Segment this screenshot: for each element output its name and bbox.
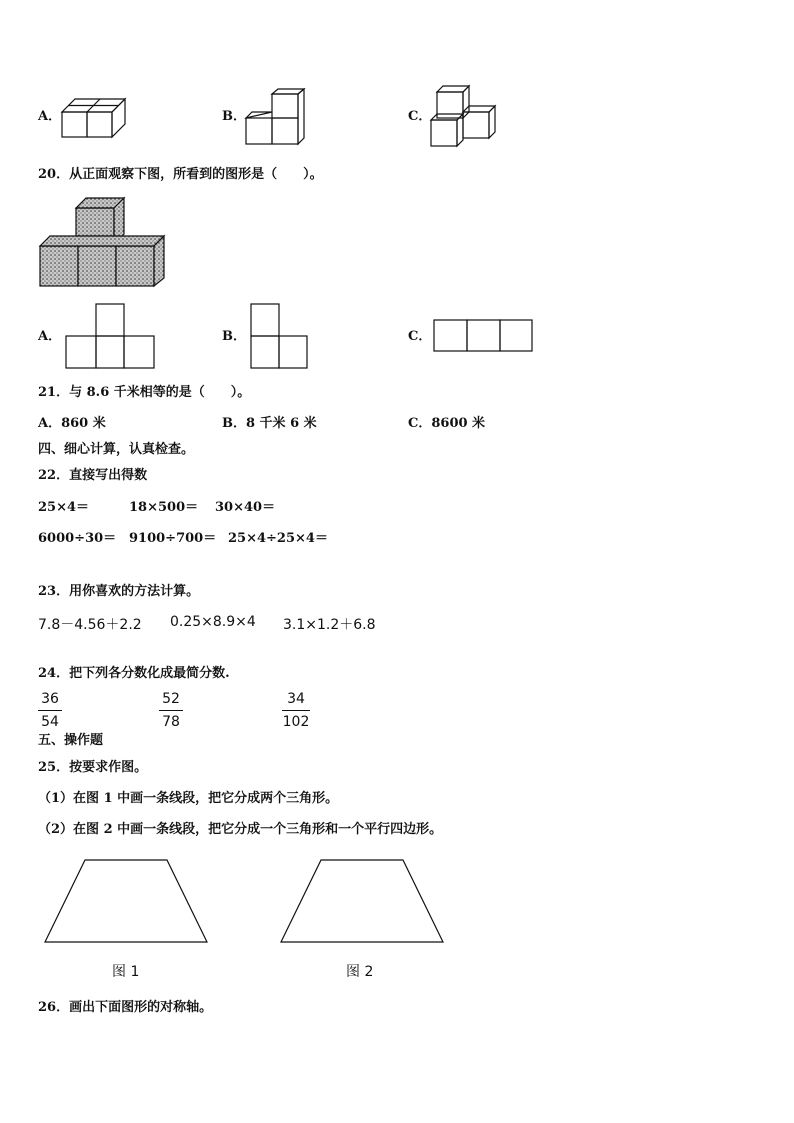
q20-option-a-label: A．: [38, 329, 62, 344]
q21-question: 21．与 8.6 千米相等的是（ ）。: [38, 385, 251, 400]
q26-title: 26．画出下面图形的对称轴。: [38, 1000, 213, 1015]
q24-fraction: [159, 689, 183, 732]
q23-expression: 0.25×8.9×4: [170, 614, 256, 630]
q21-option-c: C．8600 米: [408, 416, 486, 431]
fraction-bar: [282, 710, 310, 711]
q20-option-c-label: C．: [408, 329, 432, 344]
q21-option-b: B．8 千米 6 米: [222, 416, 317, 431]
q19-option-a-label: A．: [38, 109, 62, 124]
q19-option-b-label: B．: [222, 109, 246, 124]
fraction-denominator: 54: [41, 714, 59, 730]
q23-expression: 3.1×1.2＋6.8: [283, 617, 376, 633]
q25-trapezoid-figure-2: [278, 858, 446, 946]
q20-stacked-cubes-figure: [38, 194, 172, 290]
fraction-denominator: 78: [162, 714, 180, 730]
fraction-numerator: 34: [287, 691, 305, 707]
section-5-heading: 五、操作题: [38, 733, 104, 748]
q22-item: 6000÷30＝: [38, 531, 117, 546]
q25-figure-2-label: 图 2: [346, 964, 374, 980]
q20-option-a-figure: [64, 302, 158, 370]
fraction-bar: [159, 710, 183, 711]
q22-item: 30×40＝: [215, 500, 276, 515]
q22-title: 22．直接写出得数: [38, 468, 148, 483]
q19-option-c-label: C．: [408, 109, 432, 124]
fraction-numerator: 36: [41, 691, 59, 707]
q24-title: 24．把下列各分数化成最简分数.: [38, 666, 230, 681]
q24-fraction: [38, 689, 62, 732]
q21-option-a: A．860 米: [38, 416, 106, 431]
q24-fraction: [282, 689, 310, 732]
q22-item: 25×4÷25×4＝: [228, 531, 328, 546]
q20-option-c-figure: [432, 318, 536, 354]
q23-title: 23．用你喜欢的方法计算。: [38, 584, 200, 599]
fraction-numerator: 52: [162, 691, 180, 707]
q22-item: 18×500＝: [129, 500, 199, 515]
q22-item: 25×4＝: [38, 500, 90, 515]
fraction-bar: [38, 710, 62, 711]
q25-sub-1: （1）在图 1 中画一条线段，把它分成两个三角形。: [38, 791, 339, 806]
q19-option-a-figure: [60, 94, 130, 140]
q20-option-b-figure: [249, 302, 311, 370]
q25-title: 25．按要求作图。: [38, 760, 148, 775]
q20-question: 20．从正面观察下图，所看到的图形是（ ）。: [38, 167, 323, 182]
section-4-heading: 四、细心计算，认真检查。: [38, 442, 195, 457]
q19-option-b-figure: [244, 88, 306, 146]
fraction-denominator: 102: [282, 714, 310, 730]
q19-option-c-figure: [429, 84, 497, 150]
q23-expression: 7.8－4.56＋2.2: [38, 617, 142, 633]
q25-figure-1-label: 图 1: [112, 964, 140, 980]
q20-option-b-label: B．: [222, 329, 246, 344]
q25-sub-2: （2）在图 2 中画一条线段，把它分成一个三角形和一个平行四边形。: [38, 822, 443, 837]
q25-trapezoid-figure-1: [42, 858, 210, 946]
q22-item: 9100÷700＝: [129, 531, 217, 546]
